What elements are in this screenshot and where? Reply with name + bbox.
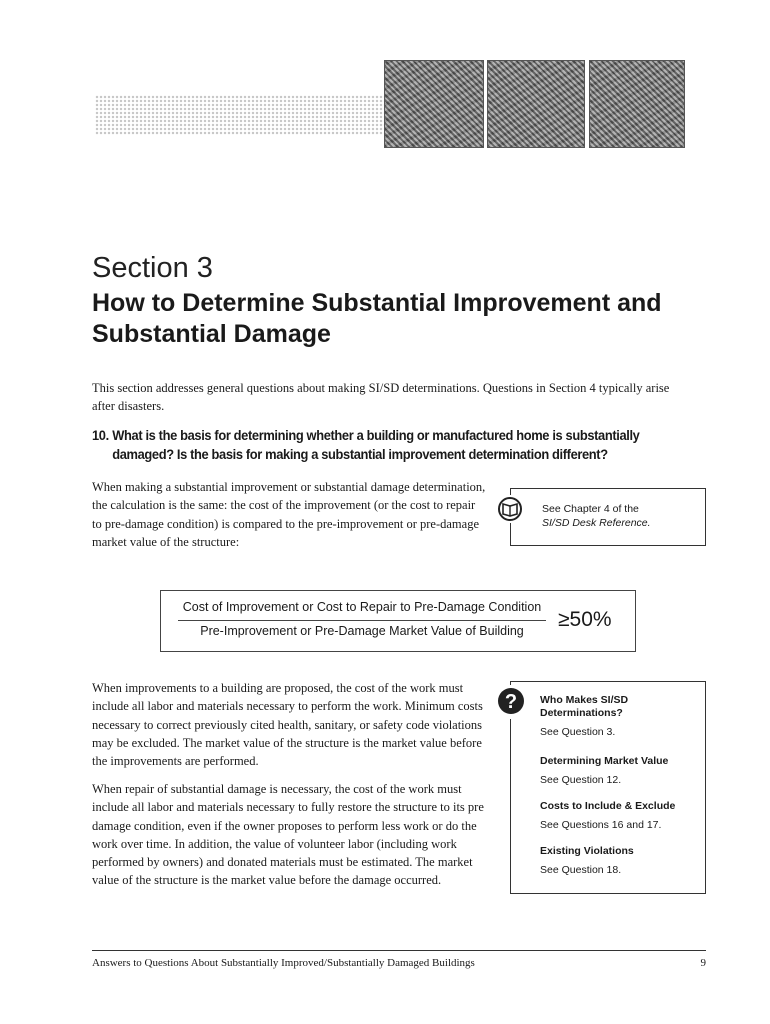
intro-paragraph: This section addresses general questions about making SI/SD determinations. Questions in Section 4 typically arise after disasters. — [92, 381, 670, 413]
body-paragraph-1: When making a substantial improvement or substantial damage determination, the calculation is the same: the cost of the improvement (or the cost to repair to pre-damage condition) is compared to the pre-improvement or pre-damage market value of the structure: — [92, 480, 486, 549]
related-item-link: See Question 12. — [540, 774, 622, 786]
svg-text:?: ? — [504, 691, 518, 713]
header-photo-2 — [487, 60, 585, 148]
related-item — [540, 800, 700, 832]
body-paragraph-2: When improvements to a building are proposed, the cost of the work must include all labor and materials necessary to perform the work. Minimum costs necessary to correct previously cited health, sanitary, or safety code violations may be excluded. The market value of the structure is the market value before the improvements are performed. — [92, 681, 483, 769]
related-item — [540, 845, 700, 877]
related-item-link: See Questions 16 and 17. — [540, 819, 662, 831]
header-photo-3 — [589, 60, 685, 148]
formula-fraction-bar — [178, 620, 546, 621]
formula-threshold: ≥50% — [558, 608, 612, 631]
question-mark-icon — [496, 685, 526, 719]
reference-text — [542, 502, 692, 530]
related-item-heading: Who Makes SI/SD Determinations? — [540, 694, 629, 719]
question-number: 10. — [92, 427, 109, 443]
reference-line-2: SI/SD Desk Reference. — [542, 517, 651, 529]
related-item-heading: Existing Violations — [540, 845, 634, 857]
reference-line-1: See Chapter 4 of the — [542, 503, 639, 515]
page-number: 9 — [700, 957, 706, 969]
page-title: How to Determine Substantial Improvement and Substantial Damage — [92, 289, 662, 348]
formula-denominator: Pre-Improvement or Pre-Damage Market Value of Building — [200, 624, 524, 638]
question-heading — [92, 426, 653, 464]
formula-numerator: Cost of Improvement or Cost to Repair to Pre-Damage Condition — [182, 600, 542, 614]
footer-text: Answers to Questions About Substantially Improved/Substantially Damaged Buildings — [92, 957, 475, 969]
header-photo-1 — [384, 60, 484, 148]
related-item-heading: Determining Market Value — [540, 755, 669, 767]
related-item-link: See Question 3. — [540, 726, 616, 738]
section-label: Section 3 — [92, 252, 213, 284]
question-line-2: damaged? Is the basis for making a substantial improvement determination different? — [112, 446, 608, 462]
related-item — [540, 694, 700, 739]
book-icon — [497, 495, 523, 523]
body-paragraph-3: When repair of substantial damage is necessary, the cost of the work must include all labor and materials necessary to fully restore the structure to its pre damage condition, even if the owner proposes to perform less work or do the work over time. In addition, the value of volunteer labor (including work performed by owners) and donated materials must be estimated. The market value of the structure is the market value before the damage occurred. — [92, 782, 484, 888]
footer-divider — [92, 950, 706, 951]
question-line-1: What is the basis for determining whether a building or manufactured home is substantially — [112, 427, 640, 443]
related-item-heading: Costs to Include & Exclude — [540, 800, 676, 812]
related-item — [540, 755, 700, 787]
related-item-link: See Question 18. — [540, 864, 622, 876]
header-dot-pattern — [95, 95, 385, 135]
